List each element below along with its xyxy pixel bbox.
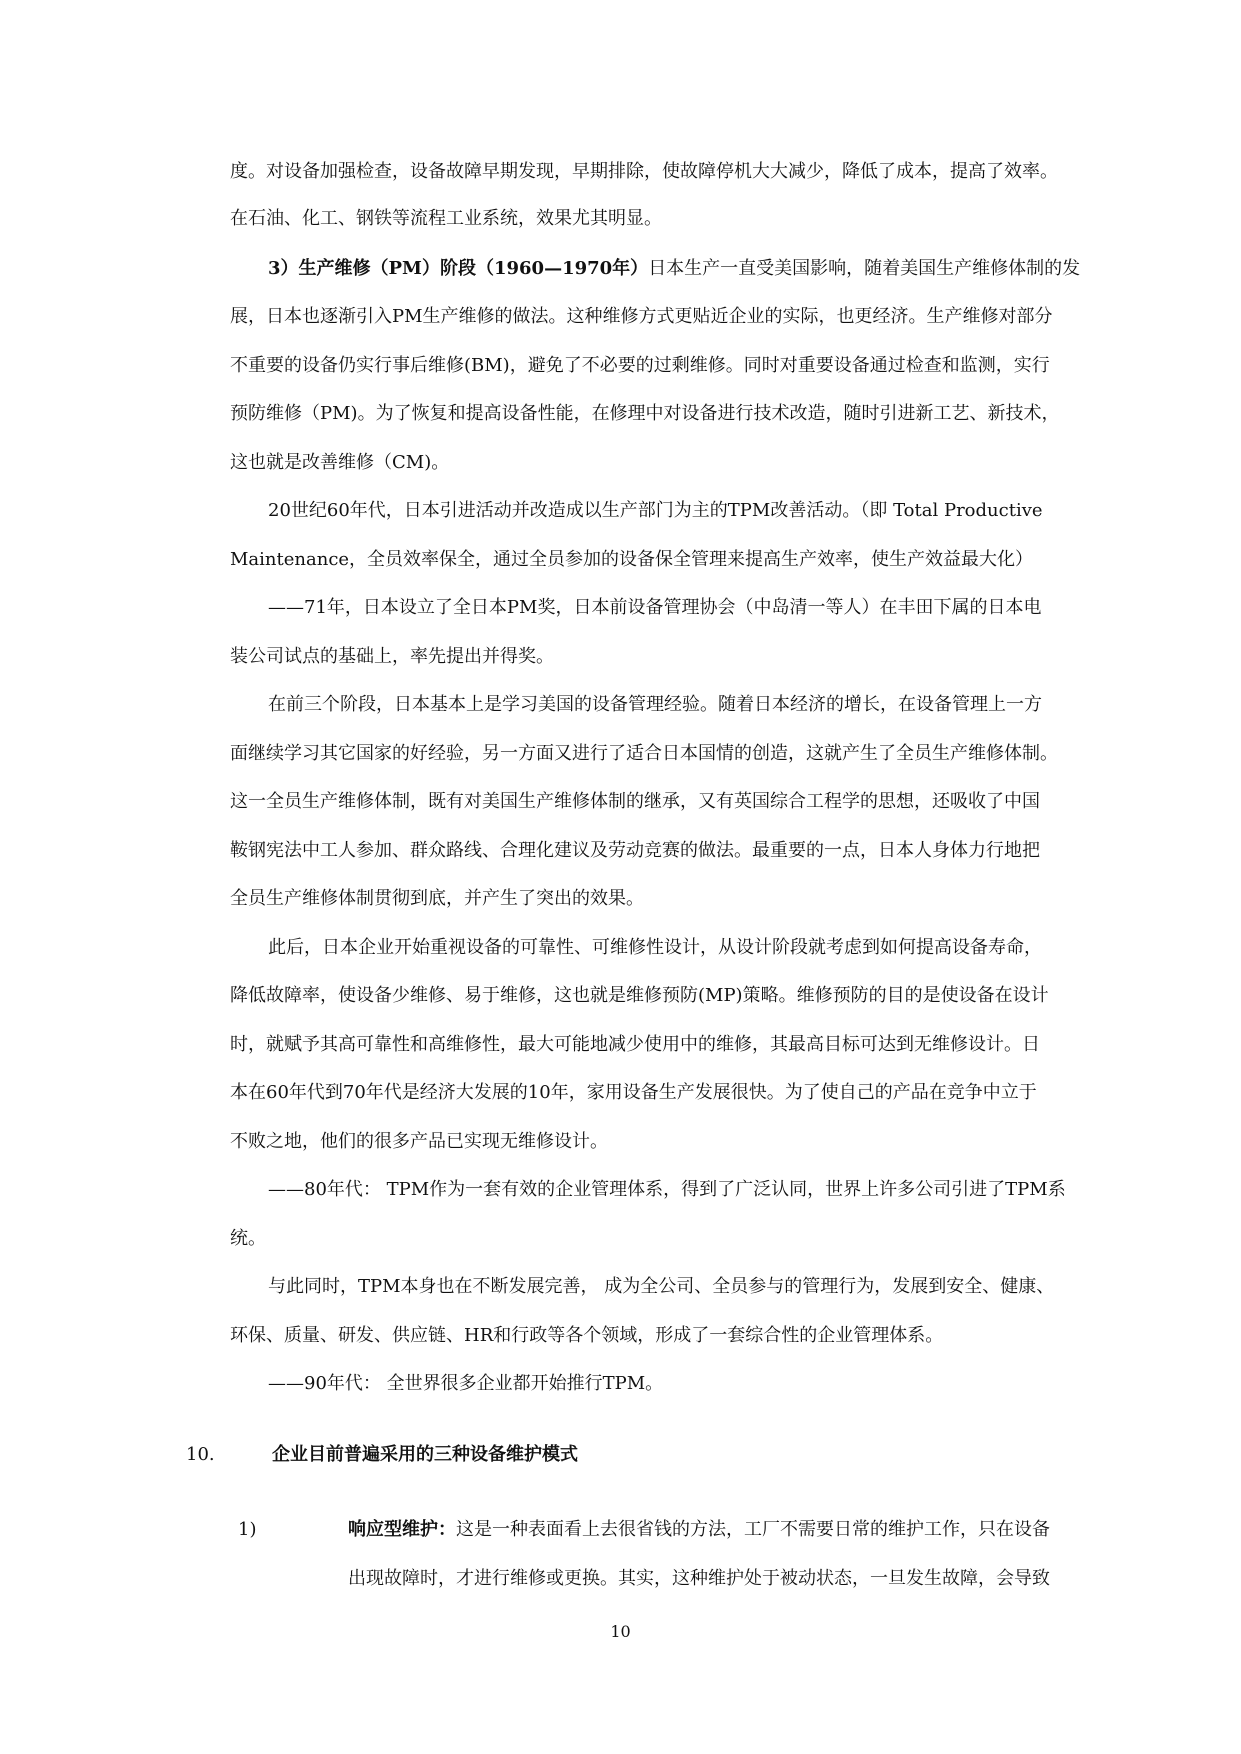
body-line xyxy=(268,257,1080,281)
body-line: 全员生产维修体制贯彻到底，并产生了突出的效果。 xyxy=(230,888,644,909)
body-line: 鞍钢宪法中工人参加、群众路线、合理化建议及劳动竞赛的做法。最重要的一点，日本人身体力行地把 xyxy=(230,840,1040,861)
body-line: 统。 xyxy=(230,1228,266,1249)
list-item-title: 响应型维护： xyxy=(348,1519,456,1540)
list-item-line: 出现故障时，才进行维修或更换。其实，这种维护处于被动状态，一旦发生故障，会导致 xyxy=(348,1568,1050,1589)
body-line: ——71年，日本设立了全日本PM奖，日本前设备管理协会（中岛清一等人）在丰田下属的日本电 xyxy=(268,597,1042,618)
body-line: 不败之地，他们的很多产品已实现无维修设计。 xyxy=(230,1131,608,1152)
body-line: 降低故障率，使设备少维修、易于维修，这也就是维修预防(MP)策略。维修预防的目的是使设备在设计 xyxy=(230,985,1049,1006)
body-line: 预防维修（PM)。为了恢复和提高设备性能，在修理中对设备进行技术改造，随时引进新工艺、新技术， xyxy=(230,403,1060,424)
body-line: 面继续学习其它国家的好经验，另一方面又进行了适合日本国情的创造，这就产生了全员生产维修体制。 xyxy=(230,743,1058,764)
body-line: 在前三个阶段，日本基本上是学习美国的设备管理经验。随着日本经济的增长，在设备管理上一方 xyxy=(268,694,1042,715)
body-line: 不重要的设备仍实行事后维修(BM)，避免了不必要的过剩维修。同时对重要设备通过检查和监测，实行 xyxy=(230,355,1050,376)
body-line: 度。对设备加强检查，设备故障早期发现，早期排除，使故障停机大大减少，降低了成本，提高了效率。 xyxy=(230,161,1058,182)
body-line: 此后，日本企业开始重视设备的可靠性、可维修性设计，从设计阶段就考虑到如何提高设备寿命， xyxy=(268,937,1042,958)
body-line: 环保、质量、研发、供应链、HR和行政等各个领域，形成了一套综合性的企业管理体系。 xyxy=(230,1325,944,1346)
body-line: ——90年代： 全世界很多企业都开始推行TPM。 xyxy=(268,1373,664,1394)
list-item-line xyxy=(348,1518,1050,1542)
body-line: 时，就赋予其高可靠性和高维修性，最大可能地减少使用中的维修，其最高目标可达到无维修设计。日 xyxy=(230,1034,1040,1055)
body-line: 装公司试点的基础上，率先提出并得奖。 xyxy=(230,646,554,667)
body-line: 与此同时，TPM本身也在不断发展完善， 成为全公司、全员参与的管理行为，发展到安全、健康、 xyxy=(268,1276,1055,1297)
list-item-text: 这是一种表面看上去很省钱的方法，工厂不需要日常的维护工作，只在设备 xyxy=(456,1519,1050,1540)
body-line: 这也就是改善维修（CM)。 xyxy=(230,452,450,473)
section-title: 企业目前普遍采用的三种设备维护模式 xyxy=(272,1444,578,1465)
pm-stage-title: 3）生产维修（PM）阶段（1960—1970年） xyxy=(268,258,649,279)
body-line: ——80年代： TPM作为一套有效的企业管理体系，得到了广泛认同，世界上许多公司引进了TPM系 xyxy=(268,1179,1066,1200)
body-line: Maintenance，全员效率保全，通过全员参加的设备保全管理来提高生产效率，使生产效益最大化） xyxy=(230,549,1034,570)
body-line: 在石油、化工、钢铁等流程工业系统，效果尤其明显。 xyxy=(230,208,662,229)
page-number: 10 xyxy=(610,1622,631,1641)
pm-stage-text: 日本生产一直受美国影响，随着美国生产维修体制的发 xyxy=(648,258,1081,279)
body-line: 20世纪60年代，日本引进活动并改造成以生产部门为主的TPM改善活动。（即 Total Productive xyxy=(268,500,1043,521)
body-line: 这一全员生产维修体制，既有对美国生产维修体制的继承，又有英国综合工程学的思想，还吸收了中国 xyxy=(230,791,1040,812)
body-line: 展，日本也逐渐引入PM生产维修的做法。这种维修方式更贴近企业的实际，也更经济。生产维修对部分 xyxy=(230,306,1053,327)
list-item-number: 1) xyxy=(238,1519,257,1540)
body-line: 本在60年代到70年代是经济大发展的10年，家用设备生产发展很快。为了使自己的产品在竞争中立于 xyxy=(230,1082,1037,1103)
section-number: 10. xyxy=(186,1444,215,1465)
